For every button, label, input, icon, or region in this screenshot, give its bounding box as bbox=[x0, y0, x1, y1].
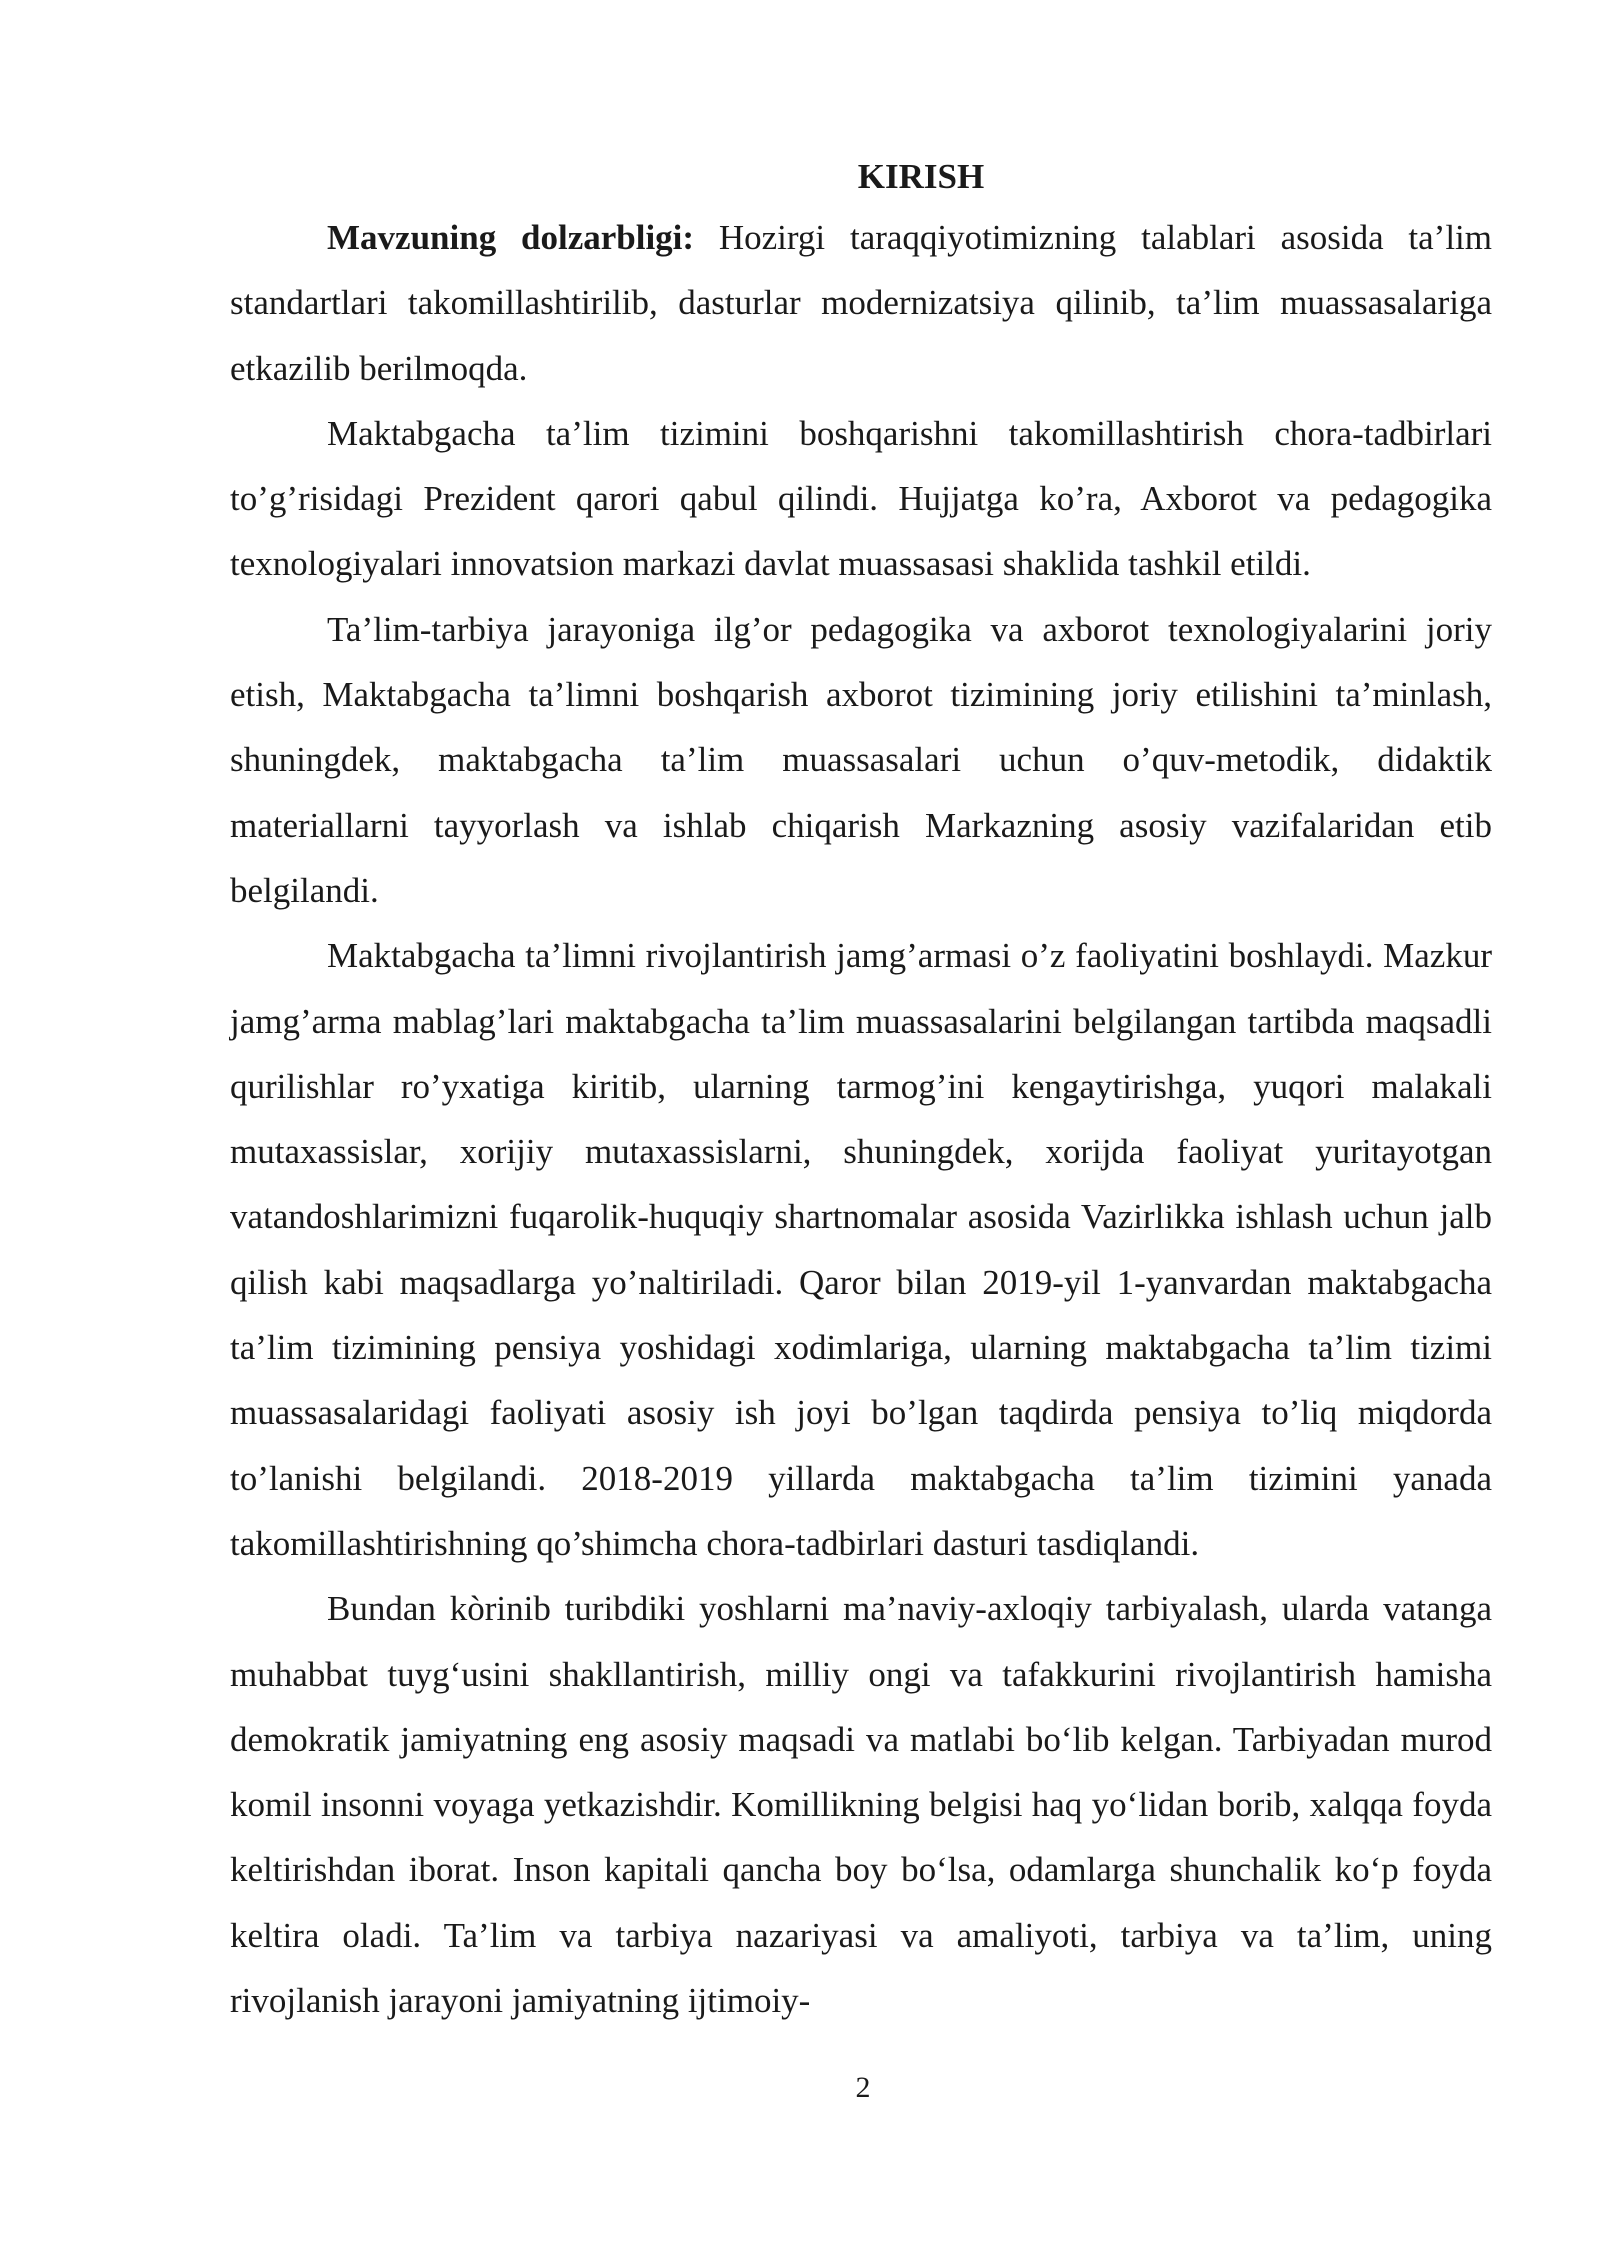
intro-text: Hozirgi taraqqiyotimizning talablari asosida ta’lim standartlari takomillashtirilib, dasturlar modernizatsiya qilinib, ta’lim muassasalariga etkazilib berilmoqda. bbox=[230, 218, 1492, 388]
document-page bbox=[230, 148, 1492, 2033]
section-heading: KIRISH bbox=[857, 157, 985, 196]
intro-lead: Mavzuning dolzarbligi: bbox=[327, 218, 695, 257]
body-paragraph: Maktabgacha ta’limni rivojlantirish jamg’armasi o’z faoliyatini boshlaydi. Mazkur jamg’arma mablag’lari maktabgacha ta’lim muassasalarini belgilangan tartibda maqsadli qurilishlar ro’yxatiga kiritib, ularning tarmog’ini kengaytirishga, yuqori malakali mutaxassislar, xorijiy mutaxassislarni, shuningdek, xorijda faoliyat yuritayotgan vatandoshlarimizni fuqarolik-huquqiy shartnomalar asosida Vazirlikka ishlash uchun jalb qilish kabi maqsadlarga yo’naltiriladi. Qaror bilan 2019-yil 1-yanvardan maktabgacha ta’lim tizimining pensiya yoshidagi xodimlariga, ularning maktabgacha ta’lim tizimi muassasalaridagi faoliyati asosiy ish joyi bo’lgan taqdirda pensiya to’liq miqdorda to’lanishi belgilandi. 2018-2019 yillarda maktabgacha ta’lim tizimini yanada takomillashtirishning qo’shimcha chora-tadbirlari dasturi tasdiqlandi. bbox=[230, 936, 1492, 1563]
page-number: 2 bbox=[855, 2071, 871, 2104]
body-paragraph: Ta’lim-tarbiya jarayoniga ilg’or pedagogika va axborot texnologiyalarini joriy etish, Maktabgacha ta’limni boshqarish axborot tizimining joriy etilishini ta’minlash, shuningdek, maktabgacha ta’lim muassasalari uchun o’quv-metodik, didaktik materiallarni tayyorlash va ishlab chiqarish Markazning asosiy vazifalaridan etib belgilandi. bbox=[230, 609, 1492, 910]
body-paragraph: Maktabgacha ta’lim tizimini boshqarishni takomillashtirish chora-tadbirlari to’g’risidagi Prezident qarori qabul qilindi. Hujjatga ko’ra, Axborot va pedagogika texnologiyalari innovatsion markazi davlat muassasasi shaklida tashkil etildi. bbox=[230, 413, 1492, 584]
intro-paragraph bbox=[230, 205, 1492, 401]
body-paragraph: Bundan kòrinib turibdiki yoshlarni ma’naviy-axloqiy tarbiyalash, ularda vatanga muhabbat tuyg‘usini shakllantirish, milliy ongi va tafakkurini rivojlantirish hamisha demokratik jamiyatning eng asosiy maqsadi va matlabi bo‘lib kelgan. Tarbiyadan murod komil insonni voyaga yetkazishdir. Komillikning belgisi haq yo‘lidan borib, xalqqa foyda keltirishdan iborat. Inson kapitali qancha boy bo‘lsa, odamlarga shunchalik ko‘p foyda keltira oladi. Ta’lim va tarbiya nazariyasi va amaliyoti, tarbiya va ta’lim, uning rivojlanish jarayoni jamiyatning ijtimoiy- bbox=[230, 1589, 1492, 2021]
